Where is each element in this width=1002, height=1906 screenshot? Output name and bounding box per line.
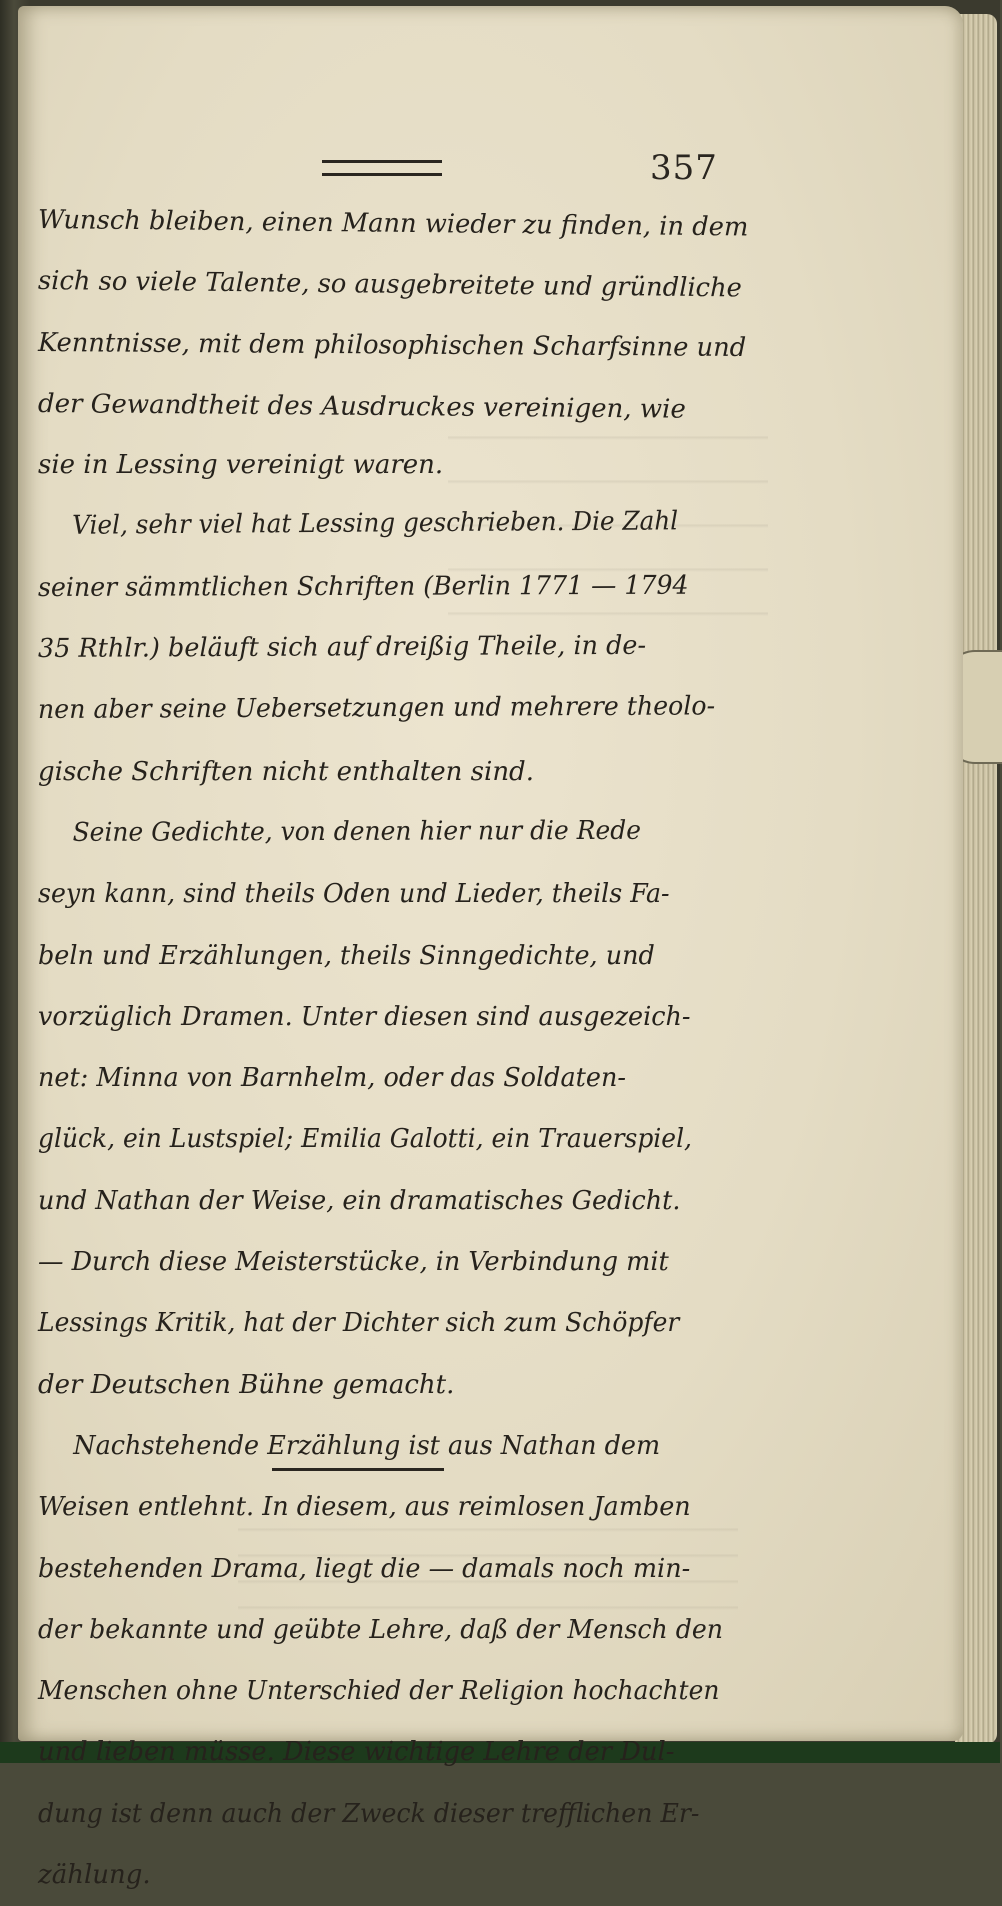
section-end-rule [272, 1468, 444, 1471]
text-line: — Durch diese Meisterstücke, in Verbindung mit [38, 1247, 669, 1278]
text-line: 35 Rthlr.) beläuft sich auf dreißig Theile, in de- [37, 630, 647, 665]
text-line: Menschen ohne Unterschied der Religion hochachten [38, 1676, 720, 1707]
text-line: dung ist denn auch der Zweck dieser trefflichen Er- [38, 1798, 700, 1829]
text-line: vorzüglich Dramen. Unter diesen sind ausgezeich- [38, 1001, 691, 1032]
text-line: der bekannte und geübte Lehre, daß der Mensch den [38, 1614, 724, 1645]
header-rule [322, 160, 442, 176]
text-line: Seine Gedichte, von denen hier nur die Rede [72, 815, 642, 848]
text-line: seiner sämmtlichen Schriften (Berlin 1771 — 1794 [37, 570, 689, 603]
text-line: Weisen entlehnt. In diesem, aus reimlosen Jamben [38, 1492, 691, 1523]
text-line: Viel, sehr viel hat Lessing geschrieben. Die Zahl [72, 506, 679, 542]
text-line: net: Minna von Barnhelm, oder das Soldaten- [38, 1063, 626, 1094]
text-line: beln und Erzählungen, theils Sinngedichte, und [38, 940, 655, 971]
text-line: Lessings Kritik, hat der Dichter sich zum Schöpfer [38, 1308, 680, 1339]
text-line: Kenntnisse, mit dem philosophischen Scharfsinne und [37, 327, 747, 363]
text-line: der Gewandtheit des Ausdruckes vereinigen, wie [37, 388, 686, 425]
text-line: gische Schriften nicht enthalten sind. [38, 756, 534, 787]
page-body-text [37, 190, 749, 1906]
page-number: 357 [650, 148, 718, 188]
text-line: Nachstehende Erzählung ist aus Nathan dem [73, 1430, 661, 1461]
text-line: und Nathan der Weise, ein dramatisches Gedicht. [38, 1185, 681, 1216]
text-line: und lieben müsse. Diese wichtige Lehre der Dul- [38, 1737, 675, 1768]
text-line: glück, ein Lustspiel; Emilia Galotti, ein Trauerspiel, [38, 1124, 692, 1155]
text-line: nen aber seine Uebersetzungen und mehrere theolo- [37, 691, 716, 726]
text-line: Wunsch bleiben, einen Mann wieder zu finden, in dem [37, 205, 749, 243]
text-line: sich so viele Talente, so ausgebreitete und gründliche [37, 266, 743, 304]
text-line: sie in Lessing vereinigt waren. [38, 450, 444, 481]
text-line: bestehenden Drama, liegt die — damals noch min- [38, 1553, 691, 1584]
text-line: seyn kann, sind theils Oden und Lieder, theils Fa- [38, 879, 670, 910]
text-line: der Deutschen Bühne gemacht. [38, 1369, 455, 1400]
text-line: zählung. [38, 1860, 151, 1891]
